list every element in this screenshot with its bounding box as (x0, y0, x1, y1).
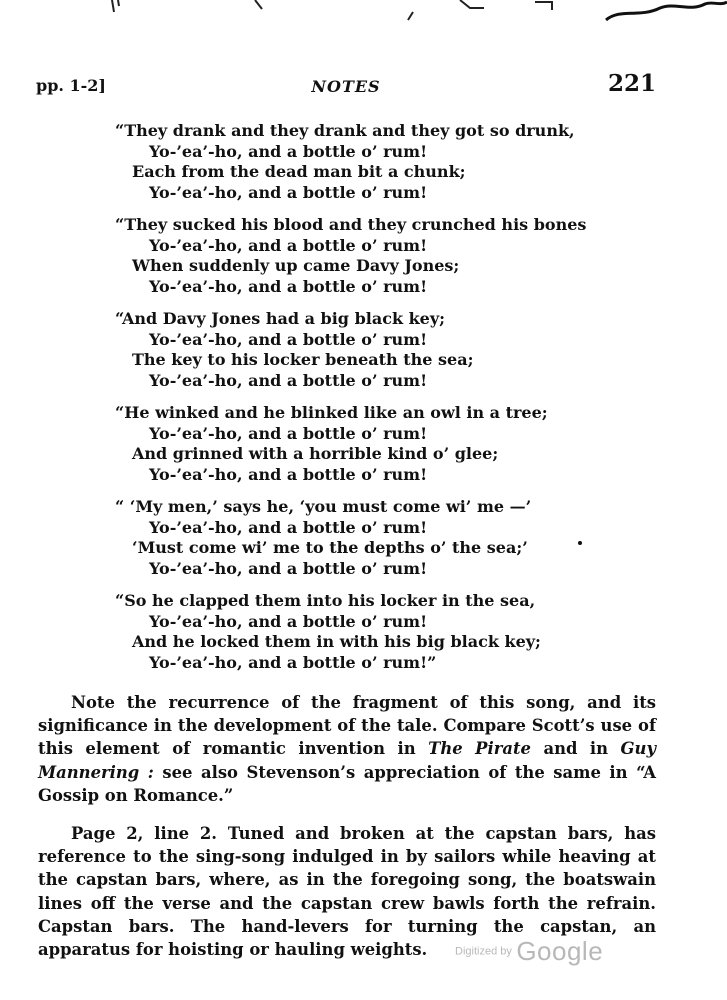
poem-line: When suddenly up came Davy Jones; (132, 256, 460, 275)
poem-line: Yo-’ea’-ho, and a bottle o’ rum! (149, 182, 428, 202)
google-logo-text: Google (516, 936, 604, 966)
poem-line: Yo-’ea’-ho, and a bottle o’ rum! (149, 464, 428, 484)
page-range-label: pp. 1-2] (36, 76, 106, 95)
sea-song-poem (115, 121, 595, 685)
poem-line: Yo-’ea’-ho, and a bottle o’ rum! (149, 423, 428, 443)
commentary-text-a: Note the recurrence of the fragment of this song, and its significance in the development of the tale. Compare Scott’s use of this element of romantic invention in (38, 693, 656, 759)
poem-line: “They sucked his blood and they crunched his bones (115, 215, 587, 234)
poem-line: The key to his locker beneath the sea; (132, 350, 474, 369)
commentary-text-b: and in (530, 739, 621, 759)
poem-line: And he locked them in with his big black key; (132, 632, 541, 651)
running-head (36, 70, 656, 98)
poem-stanza (115, 215, 595, 297)
poem-stanza (115, 403, 595, 485)
poem-line: “They drank and they drank and they got so drunk, (115, 121, 575, 140)
page-number: 221 (607, 70, 656, 97)
digitized-watermark (455, 936, 603, 967)
poem-line: And grinned with a horrible kind o’ glee; (132, 444, 499, 463)
poem-line: ‘Must come wi’ me to the depths o’ the sea;’ (132, 538, 528, 557)
poem-stanza (115, 497, 595, 579)
poem-line: Yo-’ea’-ho, and a bottle o’ rum! (149, 276, 428, 296)
poem-line: Each from the dead man bit a chunk; (132, 162, 466, 181)
poem-line: Yo-’ea’-ho, and a bottle o’ rum! (149, 141, 428, 161)
book-title-guy-mannering: Guy Mannering : (38, 739, 656, 782)
poem-line: Yo-’ea’-ho, and a bottle o’ rum! (149, 611, 428, 631)
poem-line: “He winked and he blinked like an owl in a tree; (115, 403, 548, 422)
poem-line: Yo-’ea’-ho, and a bottle o’ rum!” (149, 652, 437, 672)
poem-line: Yo-’ea’-ho, and a bottle o’ rum! (149, 370, 428, 390)
commentary-text-c: see also Stevenson’s appreciation of the same in “A Gossip on Romance.” (38, 762, 656, 805)
book-title-pirate: The Pirate (428, 739, 531, 759)
commentary-paragraph (38, 691, 656, 807)
poem-line: Yo-’ea’-ho, and a bottle o’ rum! (149, 329, 428, 349)
commentary-text (38, 691, 656, 807)
poem-line: “And Davy Jones had a big black key; (115, 309, 446, 328)
poem-stanza (115, 309, 595, 391)
scan-artifact-top (0, 0, 727, 40)
watermark-prefix: Digitized by (455, 945, 512, 958)
poem-line: Yo-’ea’-ho, and a bottle o’ rum! (149, 558, 428, 578)
gloss-text: Page 2, line 2. Tuned and broken at the capstan bars, has reference to the sing-song indulged in by sailors while heaving at the capstan bars, where, as in the foregoing song, the boatswain lines off the verse and the capstan crew bawls forth the refrain. Capstan bars. The hand-levers for turning the capstan, an apparatus for hoisting or hauling weights. (38, 824, 656, 960)
poem-line: “ ‘My men,’ says he, ‘you must come wi’ me —’ (115, 497, 532, 516)
section-title: NOTES (311, 77, 381, 96)
poem-line: Yo-’ea’-ho, and a bottle o’ rum! (149, 235, 428, 255)
poem-stanza (115, 121, 595, 203)
poem-stanza (115, 591, 595, 673)
poem-line: “So he clapped them into his locker in the sea, (115, 591, 536, 610)
poem-line: Yo-’ea’-ho, and a bottle o’ rum! (149, 517, 428, 537)
ink-speck (578, 541, 582, 545)
